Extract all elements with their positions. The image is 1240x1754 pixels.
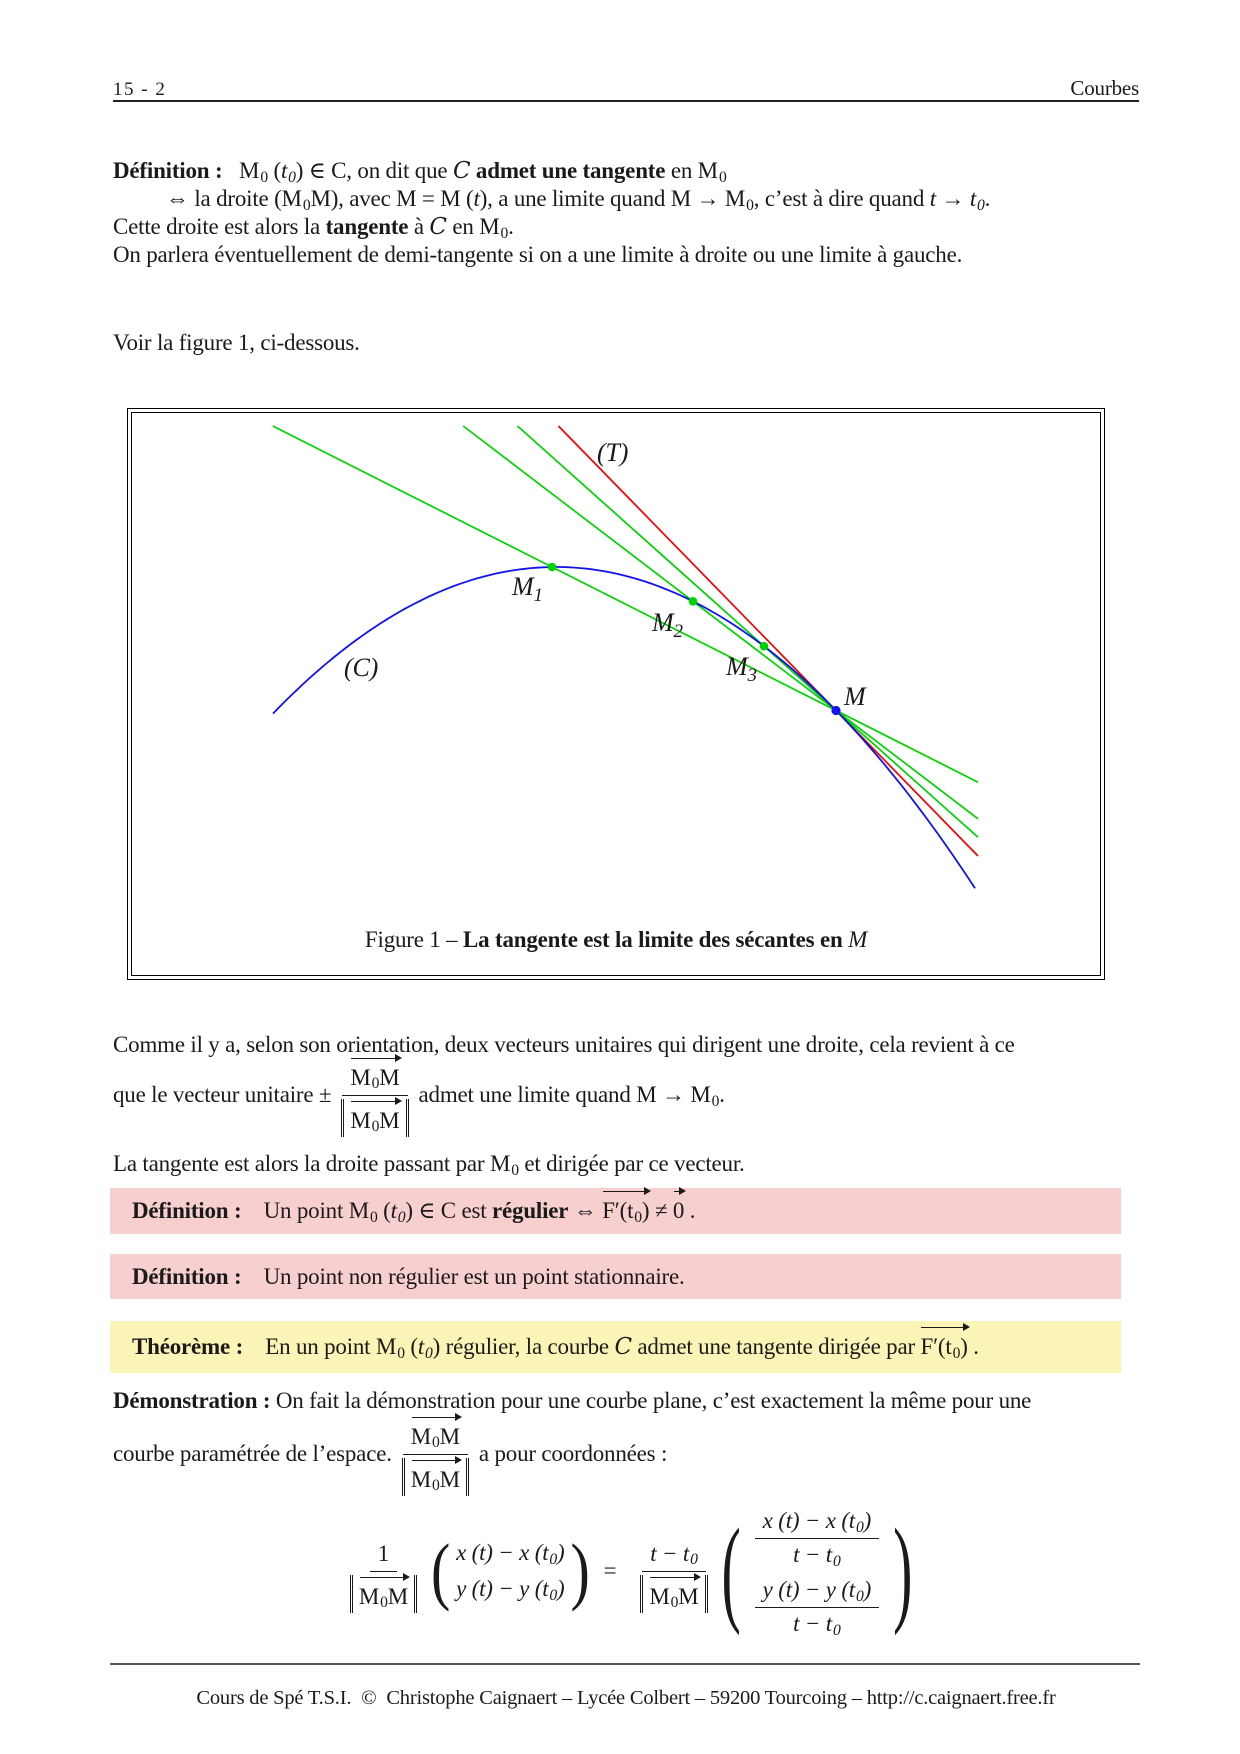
footer-text: Cours de Spé T.S.I. © Christophe Caignaert – Lycée Colbert – 59200 Tourcoing – http://c.caignaert.free.fr — [196, 1687, 1056, 1709]
figure-label: $M_3$ — [726, 652, 757, 686]
see-figure-text: Voir la figure 1, ci-dessous. — [113, 330, 360, 355]
fraction-numerator: y (t) − y $(t_0)$ — [755, 1574, 879, 1608]
fraction-denominator — [341, 1096, 408, 1137]
paragraph-definition — [113, 157, 1173, 269]
figure-label: (T) — [597, 438, 629, 467]
definition-line-2: ⇔ la droite $(M_0M)$, avec M = M (t), a une limite quand $M \to M_0$, c’est à dire quand $t \to t_0$. — [166, 186, 991, 214]
figure-label: M — [844, 682, 866, 711]
footer-rule — [110, 1663, 1140, 1665]
vector-row-x-fraction — [755, 1505, 879, 1568]
demonstration-line-1: Démonstration : On fait la démonstration pour une courbe plane, c’est exactement la même pour une — [113, 1388, 1032, 1413]
column-vector-2 — [745, 1505, 889, 1637]
fraction-numerator: x (t) − x $(t_0)$ — [755, 1505, 879, 1539]
fraction-numerator: $t - t_0$ — [642, 1530, 705, 1572]
figure-caption: Figure 1 – La tangente est la limite des sécantes en M — [364, 927, 868, 952]
theorem-box-text: Théorème : En un point $M_0$ $(t_0)$ régulier, la courbe C admet une tangente dirigée par $F'(t_0)$ . — [132, 1334, 979, 1362]
formula-fraction-1 — [350, 1530, 417, 1613]
norm-bars: $M_0M$ — [640, 1575, 707, 1613]
figure-box — [127, 408, 1105, 980]
vector-row-y-fraction — [755, 1574, 879, 1637]
demonstration-line-2 — [113, 1412, 667, 1496]
figure-label: $M_2$ — [652, 608, 683, 642]
definition-line-1: Définition : $M_0$ $(t_0)$ ∈ C, on dit que C admet une tangente en $M_0$ — [113, 158, 727, 186]
vectors-paragraph-line-1: Comme il y a, selon son orientation, deux vecteurs unitaires qui dirigent une droite, cela revient à ce — [113, 1032, 1015, 1057]
definition-line-3: Cette droite est alors la tangente à C en $M_0$. — [113, 214, 514, 242]
fraction-numerator: 1 — [370, 1530, 397, 1572]
definition-line-4: On parlera éventuellement de demi-tangente si on a une limite à droite ou une limite à gauche. — [113, 242, 963, 267]
close-paren: ) — [893, 1503, 913, 1637]
definition-box-stationary — [110, 1254, 1121, 1299]
unit-vector-text-prefix: que le vecteur unitaire ± — [113, 1082, 332, 1107]
definition-box-stationary-text: Définition : Un point non régulier est un point stationnaire. — [132, 1263, 685, 1289]
open-paren: ( — [430, 1528, 451, 1613]
demonstration-text-suffix: a pour coordonnées : — [478, 1441, 668, 1466]
norm-bars: $M_0M$ — [341, 1099, 408, 1137]
formula-fraction-2 — [640, 1530, 707, 1613]
header-rule — [113, 100, 1139, 102]
definition-box-regular-text: Définition : Un point $M_0$ $(t_0)$ ∈ C est régulier ⇔ $F'(t_0) \ne 0$ . — [132, 1198, 696, 1226]
chapter-title: Courbes — [1070, 76, 1139, 100]
figure-canvas — [128, 409, 1104, 979]
fraction-denominator — [402, 1455, 469, 1496]
vectors-paragraph-line-3: La tangente est alors la droite passant par $M_0$ et dirigée par ce vecteur. — [113, 1151, 745, 1179]
open-paren: ( — [721, 1503, 741, 1637]
close-paren: ) — [570, 1528, 590, 1613]
figure-label: $M_1$ — [512, 572, 543, 606]
norm-bars: $M_0M$ — [402, 1458, 469, 1496]
fraction-denominator — [350, 1572, 417, 1613]
demonstration-fraction — [402, 1413, 469, 1496]
definition-box-regular — [110, 1188, 1121, 1234]
display-formula — [113, 1498, 1139, 1644]
vectors-paragraph-line-2 — [113, 1056, 725, 1134]
figure-label: (C) — [344, 653, 379, 682]
equals-sign: = — [603, 1558, 617, 1583]
column-vector-1 — [454, 1540, 566, 1602]
unit-vector-fraction — [341, 1054, 408, 1137]
vector-row-x: x (t) − x $(t_0)$ — [456, 1540, 565, 1568]
fraction-numerator: $M_0M$ — [342, 1054, 407, 1096]
fraction-numerator: $M_0M$ — [403, 1413, 468, 1455]
page-number: 15 - 2 — [113, 79, 167, 100]
theorem-box — [110, 1321, 1121, 1373]
fraction-denominator: $t - t_0$ — [793, 1611, 841, 1639]
unit-vector-text-suffix: admet une limite quand $M \to M_0$. — [418, 1082, 725, 1110]
vector-row-y: y (t) − y $(t_0)$ — [456, 1576, 565, 1604]
fraction-denominator: $t - t_0$ — [793, 1542, 841, 1570]
fraction-denominator — [640, 1572, 707, 1613]
norm-bars: $M_0M$ — [350, 1575, 417, 1613]
demonstration-text-prefix: courbe paramétrée de l’espace. — [113, 1441, 392, 1466]
